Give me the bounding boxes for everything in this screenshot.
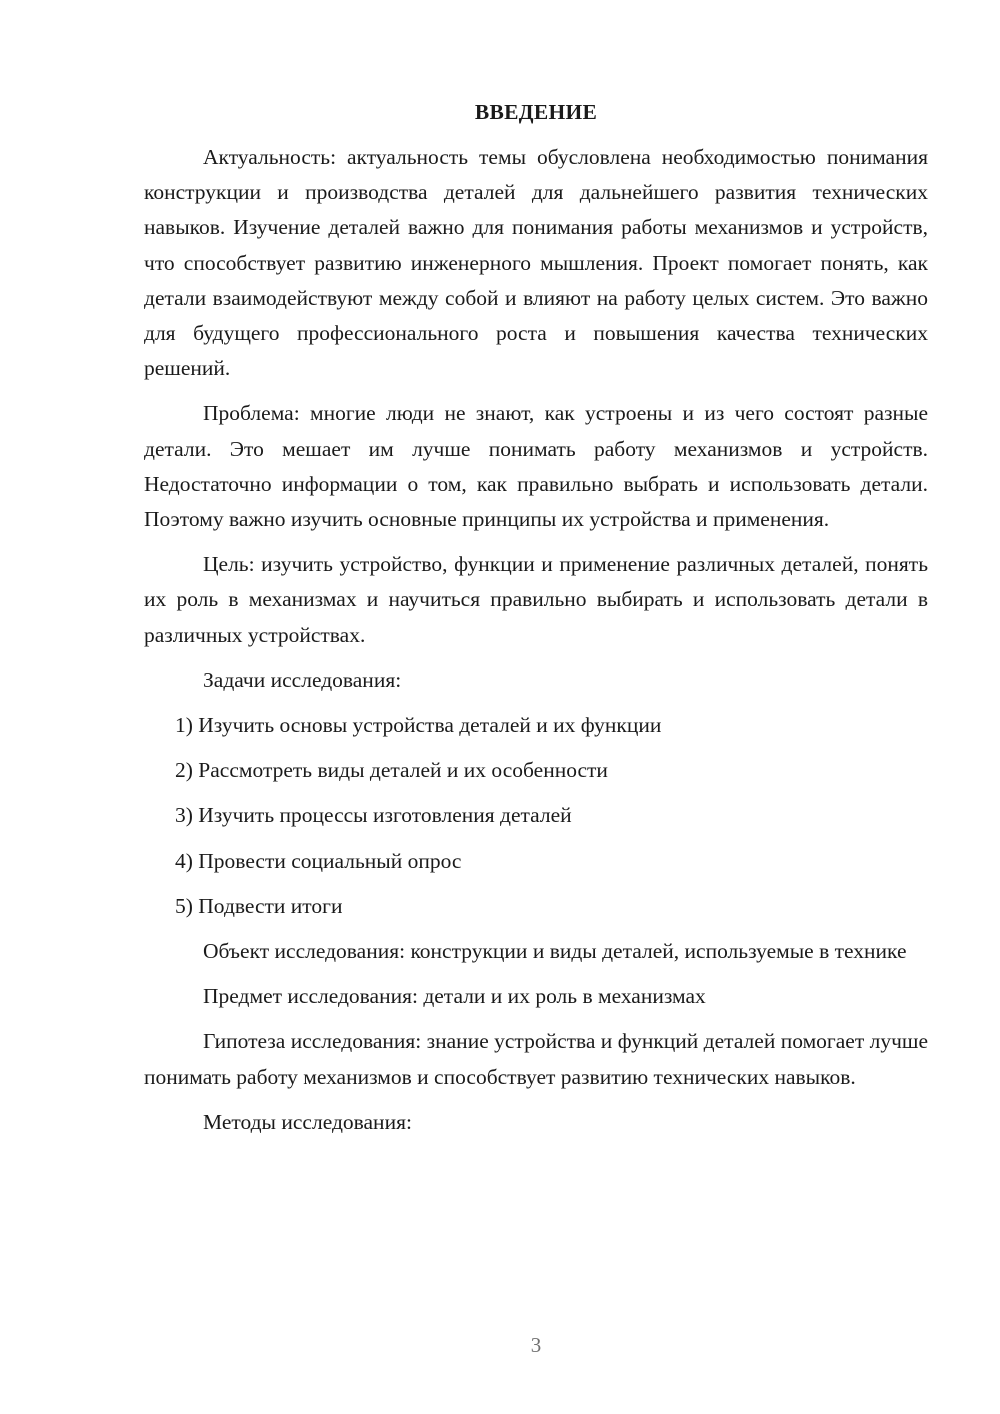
task-item-2: 2) Рассмотреть виды деталей и их особенности: [175, 758, 608, 783]
page-title: ВВЕДЕНИЕ: [474, 100, 598, 124]
tasks-list: [144, 708, 928, 924]
page-number: 3: [530, 1333, 542, 1357]
task-item-4: 4) Провести социальный опрос: [175, 848, 462, 873]
hypothesis-paragraph: Гипотеза исследования: знание устройства и функций деталей помогает лучше понимать работу механизмов и способствует развитию технических навыков.: [144, 1029, 928, 1089]
task-item-1: 1) Изучить основы устройства деталей и их функции: [175, 713, 662, 738]
page-content: [144, 95, 928, 1150]
object-paragraph: Объект исследования: конструкции и виды деталей, используемые в технике: [203, 939, 907, 964]
goal-paragraph: Цель: изучить устройство, функции и применение различных деталей, понять их роль в механизмах и научиться правильно выбирать и использовать детали в различных устройствах.: [144, 552, 928, 647]
methods-label: Методы исследования:: [203, 1109, 412, 1134]
problem-paragraph: Проблема: многие люди не знают, как устроены и из чего состоят разные детали. Это мешает им лучше понимать работу механизмов и устройств. Недостаточно информации о том, как правильно выбрать и использовать детали. Поэтому важно изучить основные принципы их устройства и применения.: [144, 401, 928, 532]
task-item-3: 3) Изучить процессы изготовления деталей: [175, 803, 572, 828]
tasks-label: Задачи исследования:: [203, 667, 402, 692]
relevance-paragraph: Актуальность: актуальность темы обусловлена необходимостью понимания конструкции и производства деталей для дальнейшего развития технических навыков. Изучение деталей важно для понимания работы механизмов и устройств, что способствует развитию инженерного мышления. Проект помогает понять, как детали взаимодействуют между собой и влияют на работу целых систем. Это важно для будущего профессионального роста и повышения качества технических решений.: [144, 145, 928, 381]
task-item-5: 5) Подвести итоги: [175, 893, 343, 918]
subject-paragraph: Предмет исследования: детали и их роль в механизмах: [203, 984, 706, 1009]
